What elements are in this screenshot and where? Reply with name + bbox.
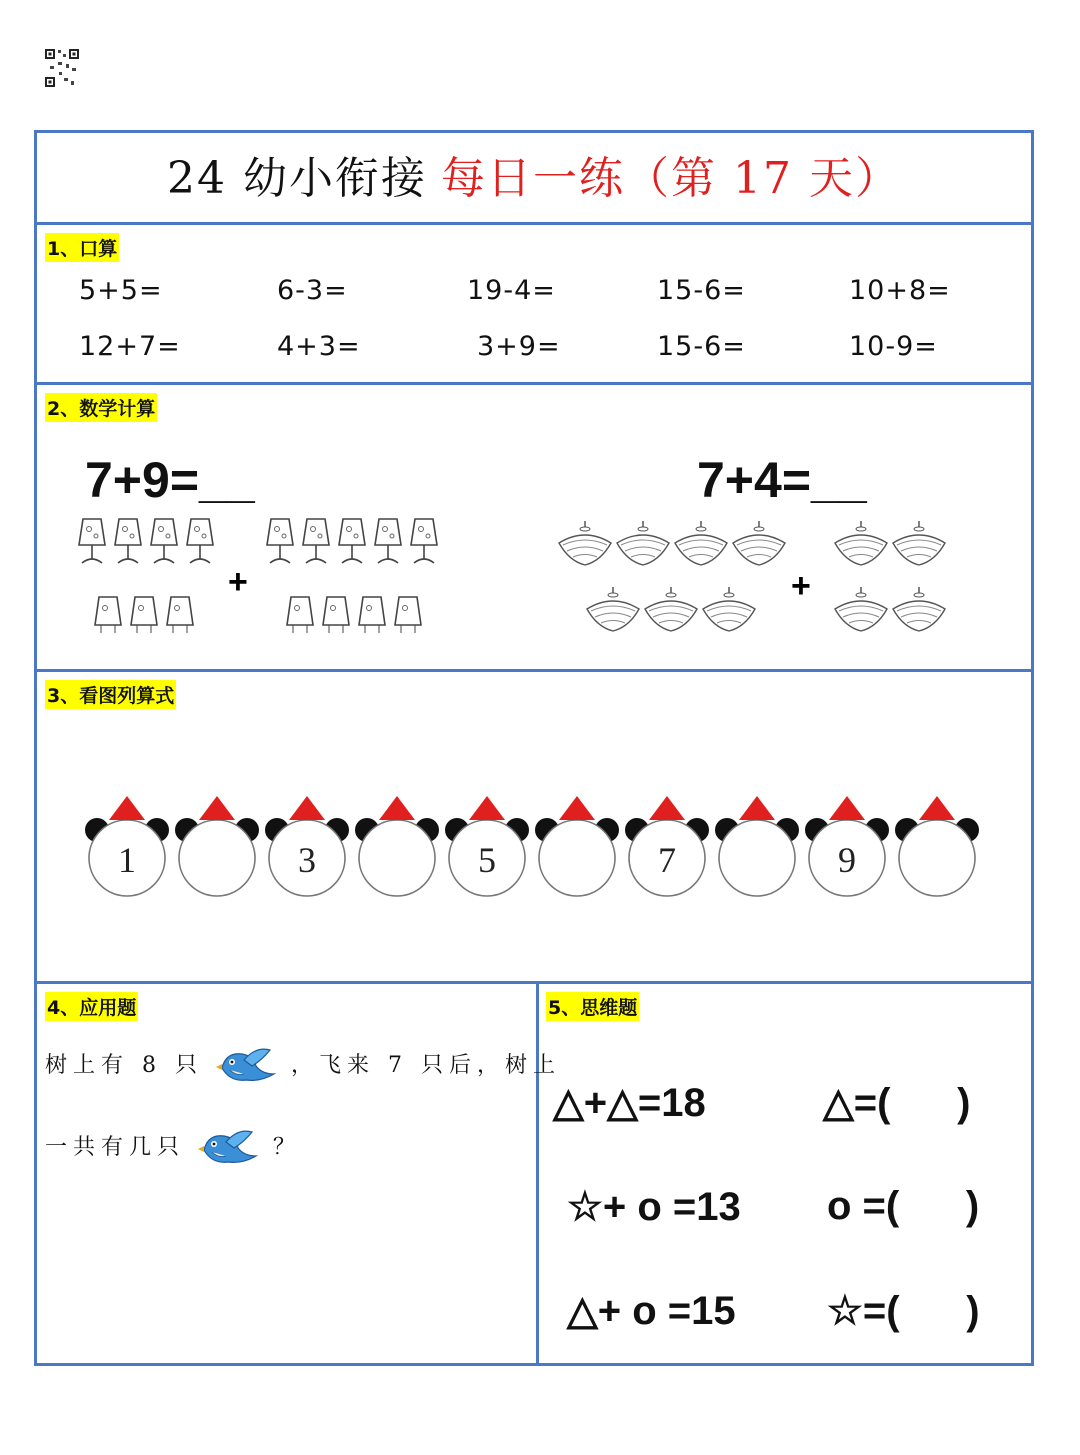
equation: 6-3= [277,275,348,306]
equation: 12+7= [79,331,181,362]
lamp-illustration [73,515,453,665]
panda-number-row [85,790,995,910]
page-title [37,133,1031,225]
word-problem-line1 [45,1044,561,1088]
section-picture-equation [37,672,1031,984]
word-problem-text: ？ [273,1135,302,1160]
panda-head [805,796,889,896]
worksheet [34,130,1034,1366]
equation-left: 7+9=__ [85,452,255,508]
bird-icon [216,1044,278,1088]
equation: 3+9= [477,331,561,362]
equation: 5+5= [79,275,163,306]
panda-number: 7 [658,840,676,880]
title-row [37,133,1031,225]
section-label: 5、思维题 [546,992,639,1021]
qr-code-icon [44,48,80,88]
puzzle-equation: ☆+ o =13 [567,1185,741,1229]
puzzle-answer: △=( ) [823,1081,971,1125]
puzzle-equation: △+ o =15 [567,1289,736,1333]
word-problem-text: 一共有几只 [45,1135,186,1160]
word-problem-line2 [45,1126,301,1170]
panda-number: 5 [478,840,496,880]
panda-head [355,796,439,896]
title-subtitle: 每日一练（第 17 天） [441,153,901,204]
panda-head [625,796,709,896]
panda-head [535,796,619,896]
section-label: 1、口算 [45,233,119,262]
puzzle-answer: o =( ) [827,1184,980,1228]
column-divider [536,984,539,1363]
panda-head [175,796,259,896]
plus-sign: + [228,563,248,601]
word-problem-text: 树上有 8 只 [45,1053,203,1078]
spinning-top-illustration [557,515,957,665]
puzzle-answer: ☆=( ) [827,1289,980,1333]
panda-number: 9 [838,840,856,880]
panda-number: 1 [118,840,136,880]
bird-icon [198,1126,260,1170]
plus-sign: + [791,567,811,605]
equation: 19-4= [467,275,556,306]
section-label: 2、数学计算 [45,393,157,422]
title-main: 24 幼小衔接 [167,153,427,204]
equation: 10-9= [849,331,938,362]
puzzle-equation: △+△=18 [553,1081,706,1125]
panda-head [85,796,169,896]
bottom-sections [37,984,1031,1363]
section-mental-math [37,225,1031,385]
panda-head [265,796,349,896]
equation: 15-6= [657,331,746,362]
panda-head [895,796,979,896]
section-math-calc [37,385,1031,672]
section-label: 3、看图列算式 [45,680,176,709]
panda-head [715,796,799,896]
equation-right: 7+4=__ [697,452,867,508]
panda-number: 3 [298,840,316,880]
section-label: 4、应用题 [45,992,138,1021]
equation: 4+3= [277,331,361,362]
panda-head [445,796,529,896]
word-problem-text: ，飞来 7 只后，树上 [290,1053,561,1078]
equation: 15-6= [657,275,746,306]
equation: 10+8= [849,275,951,306]
